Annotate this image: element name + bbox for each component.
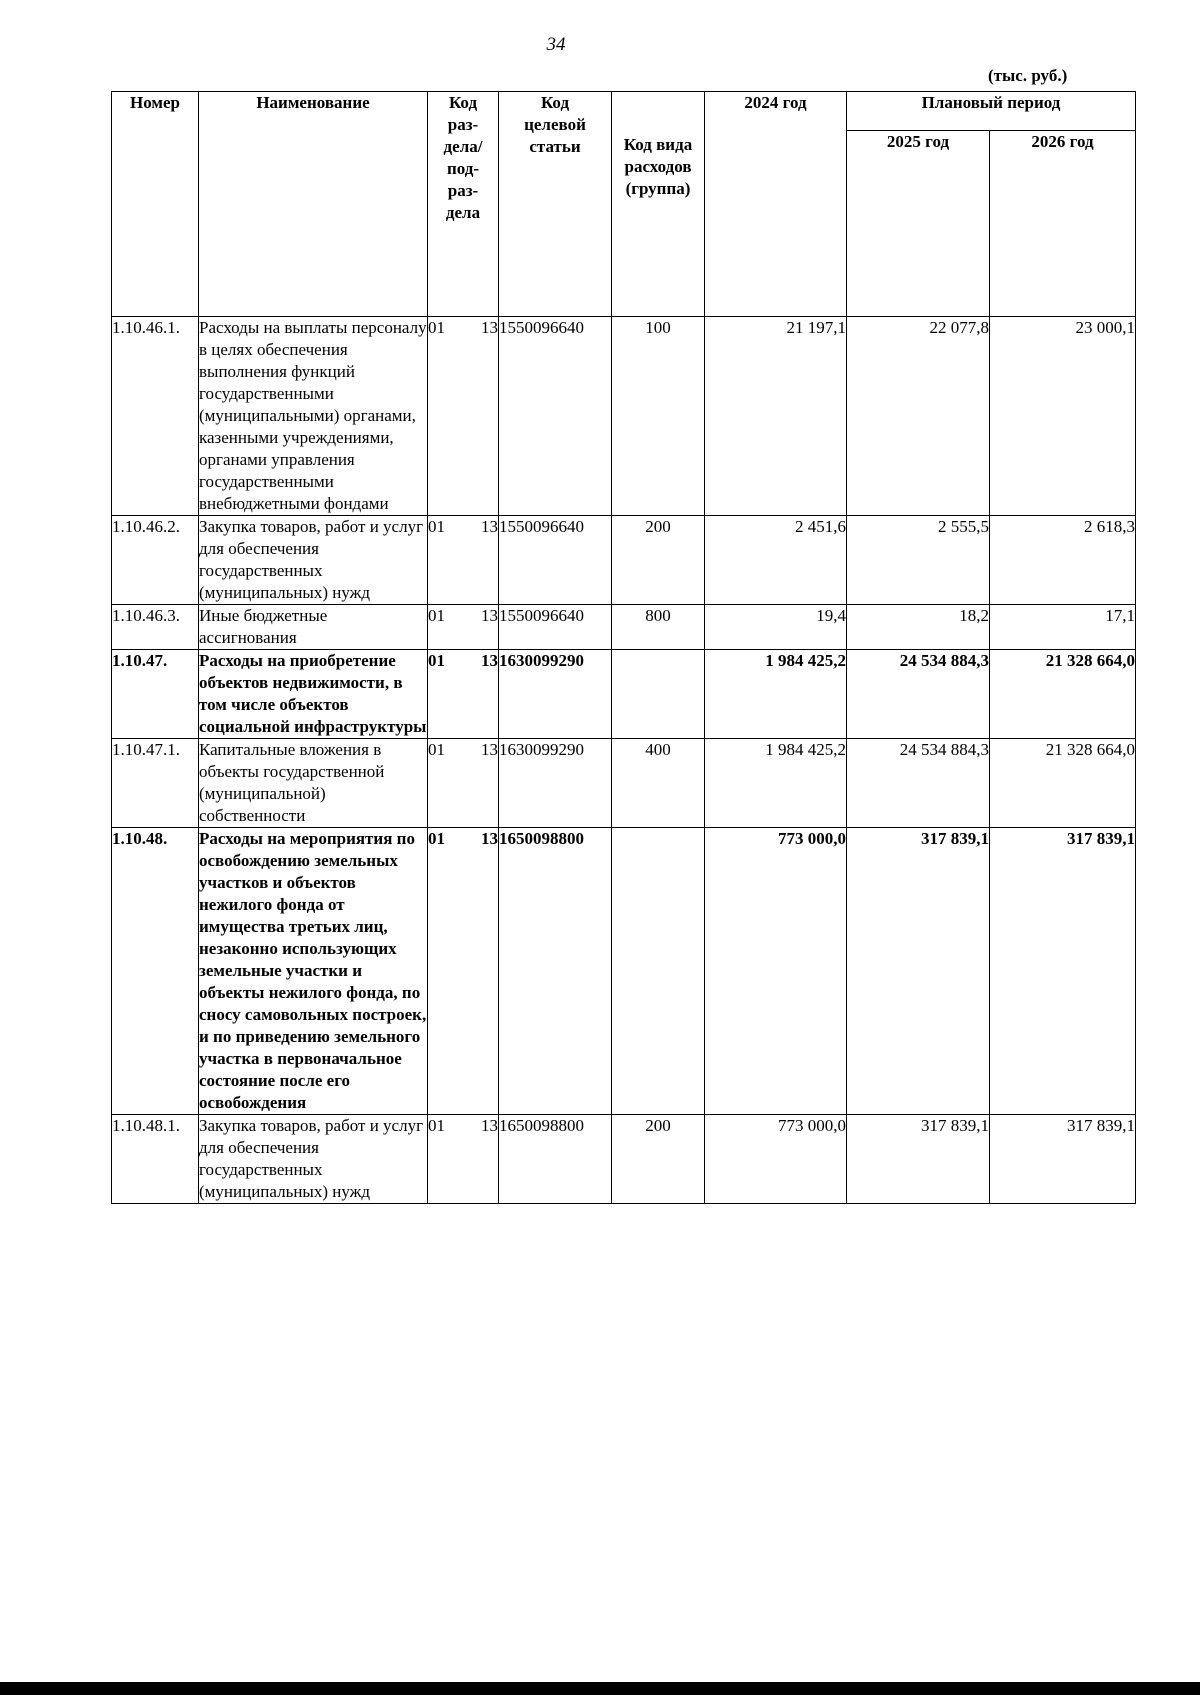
row-expense-type <box>612 828 705 1115</box>
table-row <box>112 317 1136 516</box>
row-target-code: 1630099290 <box>499 739 612 828</box>
row-amount-2025: 317 839,1 <box>847 1115 990 1204</box>
header-name: Наименование <box>199 92 428 317</box>
row-amount-2025: 24 534 884,3 <box>847 739 990 828</box>
table-row <box>112 828 1136 1115</box>
section-code: 01 <box>428 651 445 670</box>
row-target-code: 1650098800 <box>499 1115 612 1204</box>
section-code: 01 <box>428 606 445 625</box>
row-number: 1.10.47.1. <box>112 739 199 828</box>
row-target-code: 1550096640 <box>499 317 612 516</box>
table-row <box>112 739 1136 828</box>
subsection-code: 13 <box>481 651 498 670</box>
row-name: Иные бюджетные ассигнования <box>199 605 428 650</box>
table-row <box>112 516 1136 605</box>
row-number: 1.10.48.1. <box>112 1115 199 1204</box>
subsection-code: 13 <box>481 318 498 337</box>
header-section: Код раз-дела/ под-раз-дела <box>428 92 499 317</box>
row-amount-2024: 773 000,0 <box>705 1115 847 1204</box>
row-amount-2026: 21 328 664,0 <box>990 739 1136 828</box>
row-amount-2026: 317 839,1 <box>990 1115 1136 1204</box>
subsection-code: 13 <box>481 606 498 625</box>
row-amount-2024: 1 984 425,2 <box>705 650 847 739</box>
row-expense-type: 200 <box>612 1115 705 1204</box>
row-amount-2026: 2 618,3 <box>990 516 1136 605</box>
units-label: (тыс. руб.) <box>988 66 1068 85</box>
subsection-code: 13 <box>481 517 498 536</box>
row-amount-2025: 2 555,5 <box>847 516 990 605</box>
header-planned-period: Плановый период <box>847 92 1136 131</box>
header-expense-type: Код вида расходов (группа) <box>612 92 705 317</box>
row-number: 1.10.48. <box>112 828 199 1115</box>
row-target-code: 1630099290 <box>499 650 612 739</box>
row-expense-type <box>612 650 705 739</box>
row-amount-2025: 317 839,1 <box>847 828 990 1115</box>
row-section-code <box>428 650 499 739</box>
row-amount-2025: 24 534 884,3 <box>847 650 990 739</box>
header-number: Номер <box>112 92 199 317</box>
row-target-code: 1550096640 <box>499 516 612 605</box>
header-2026: 2026 год <box>990 131 1136 317</box>
row-name: Капитальные вложения в объекты государственной (муниципальной) собственности <box>199 739 428 828</box>
row-amount-2026: 23 000,1 <box>990 317 1136 516</box>
section-code: 01 <box>428 318 445 337</box>
row-amount-2026: 317 839,1 <box>990 828 1136 1115</box>
row-number: 1.10.46.2. <box>112 516 199 605</box>
row-name: Расходы на выплаты персоналу в целях обеспечения выполнения функций государственными (муниципальными) органами, казенными учреждениями, органами управления государственными внебюджетными фондами <box>199 317 428 516</box>
section-code: 01 <box>428 1116 445 1135</box>
page-number: 34 <box>546 34 566 55</box>
row-section-code <box>428 317 499 516</box>
row-name: Расходы на мероприятия по освобождению земельных участков и объектов нежилого фонда от имущества третьих лиц, незаконно использующих земельные участки и объекты нежилого фонда, по сносу самовольных построек, и по приведению земельного участка в первоначальное состояние после его освобождения <box>199 828 428 1115</box>
row-amount-2025: 22 077,8 <box>847 317 990 516</box>
row-target-code: 1550096640 <box>499 605 612 650</box>
row-number: 1.10.46.3. <box>112 605 199 650</box>
header-row <box>112 92 1136 131</box>
row-amount-2024: 19,4 <box>705 605 847 650</box>
section-code: 01 <box>428 740 445 759</box>
row-section-code <box>428 605 499 650</box>
row-number: 1.10.46.1. <box>112 317 199 516</box>
row-amount-2024: 21 197,1 <box>705 317 847 516</box>
row-expense-type: 200 <box>612 516 705 605</box>
row-expense-type: 800 <box>612 605 705 650</box>
row-amount-2024: 2 451,6 <box>705 516 847 605</box>
table-row <box>112 605 1136 650</box>
row-section-code <box>428 828 499 1115</box>
header-2025: 2025 год <box>847 131 990 317</box>
section-code: 01 <box>428 829 445 848</box>
row-amount-2025: 18,2 <box>847 605 990 650</box>
scan-edge-bar <box>0 1682 1200 1695</box>
subsection-code: 13 <box>481 740 498 759</box>
row-number: 1.10.47. <box>112 650 199 739</box>
row-amount-2024: 1 984 425,2 <box>705 739 847 828</box>
header-target: Код целевой статьи <box>499 92 612 317</box>
row-name: Расходы на приобретение объектов недвижимости, в том числе объектов социальной инфраструктуры <box>199 650 428 739</box>
row-expense-type: 400 <box>612 739 705 828</box>
budget-table <box>111 91 1136 1204</box>
row-amount-2026: 21 328 664,0 <box>990 650 1136 739</box>
row-expense-type: 100 <box>612 317 705 516</box>
subsection-code: 13 <box>481 1116 498 1135</box>
subsection-code: 13 <box>481 829 498 848</box>
row-section-code <box>428 516 499 605</box>
table-row <box>112 1115 1136 1204</box>
row-section-code <box>428 1115 499 1204</box>
row-amount-2024: 773 000,0 <box>705 828 847 1115</box>
row-amount-2026: 17,1 <box>990 605 1136 650</box>
row-section-code <box>428 739 499 828</box>
table-row <box>112 650 1136 739</box>
row-name: Закупка товаров, работ и услуг для обеспечения государственных (муниципальных) нужд <box>199 1115 428 1204</box>
row-target-code: 1650098800 <box>499 828 612 1115</box>
header-2024: 2024 год <box>705 92 847 317</box>
section-code: 01 <box>428 517 445 536</box>
row-name: Закупка товаров, работ и услуг для обеспечения государственных (муниципальных) нужд <box>199 516 428 605</box>
